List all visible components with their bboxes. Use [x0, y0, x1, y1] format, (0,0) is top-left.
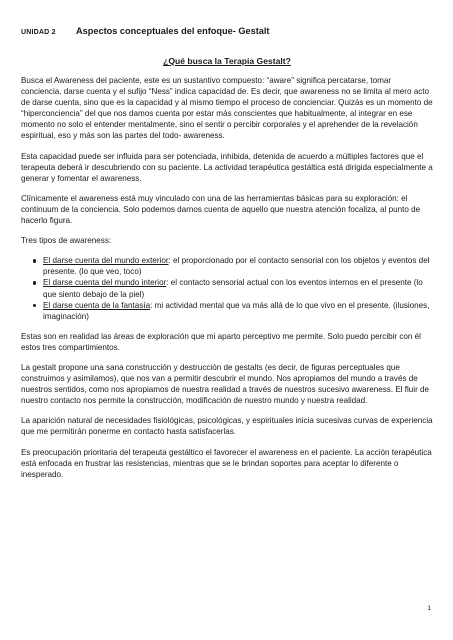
list-item — [43, 277, 433, 299]
list-item-description: : el proporcionado por el contacto sensorial con los objetos y eventos del presente. (lo que veo, toco) — [43, 256, 430, 277]
paragraph-needs-experience: La aparición natural de necesidades fisiológicas, psicológicas, y espirituales inicia sucesivas curvas de experiencia que me permitirán ponerme en contacto hasta satisfacerlas. — [21, 416, 433, 437]
list-item-term: El darse cuenta de la fantasía — [43, 300, 151, 310]
list-item-term: El darse cuenta del mundo exterior — [43, 256, 169, 266]
section-heading: ¿Qué busca la Terapia Gestalt? — [163, 56, 291, 66]
document-header — [21, 26, 433, 36]
paragraph-clinical-continuum: Clínicamente el awareness está muy vinculado con una de las herramientas básicas para su exploración: el continuum de la conciencia. Solo podemos darnos cuenta de aquello que nuestra atención focaliza, al punto de hacerlo figura. — [21, 193, 421, 226]
bullet-dot-icon — [33, 259, 36, 262]
bullet-dot-icon — [33, 281, 36, 284]
list-item-description: : mi actividad mental que va más allá de lo que vivo en el presente. (ilusiones, imaginación) — [43, 300, 430, 321]
page-number: 1 — [427, 605, 431, 612]
paragraph-awareness-capacity: Esta capacidad puede ser influida para ser potenciada, inhibida, detenida de acuerdo a múltiples factores que el terapeuta deberá ir descubriendo con su paciente. La actividad terapéutica gestáltica está dirigida especialmente a generar y fomentar el awareness. — [21, 151, 433, 183]
awareness-types-list — [21, 255, 433, 322]
paragraph-types-intro: Tres tipos de awareness: — [21, 236, 112, 246]
paragraph-exploration-areas: Estas son en realidad las áreas de exploración que mi aparto perceptivo me permite. Solo puedo percibir con él estos tres compartimientos. — [21, 331, 421, 352]
list-item — [43, 255, 433, 277]
list-item-description: : el contacto sensorial actual con los eventos internos en el presente (lo que siento debajo de la piel) — [43, 278, 423, 299]
paragraph-awareness-definition: Busca el Awareness del paciente, este es un sustantivo compuesto: “aware” significa percatarse, tomar conciencia, darse cuenta y el sufijo “Ness” indica capacidad de. Es decir, que awareness no se limita al mero acto de darse cuenta, sino que es la capacidad y al mismo tiempo el proceso de concienciar. Quizás es un momento de “hiperconciencia” del que nos damos cuenta por estar más conscientes que habitualmente, al integrar en ese momento no solo el entender mentalmente, sino el sentir o percibir corporales y el aprehender de la revelación espiritual, eso y más son las partes del todo- awareness. — [21, 76, 433, 141]
paragraph-gestalt-construction: La gestalt propone una sana construcción y destrucción de gestalts (es decir, de figuras perceptuales que construimos y asimilamos), que nos van a permitir descubrir el mundo. Nos apropiamos del mundo a través de nuestros sentidos, como nos apropiamos de nuestra realidad a través de nuestros sucesivo awareness. El fluir de nuestro contacto nos permite la construcción, modificación de nuestro mundo y nuestra realidad. — [21, 362, 430, 406]
document-title: Aspectos conceptuales del enfoque- Gestalt — [76, 26, 270, 36]
unit-label: UNIDAD 2 — [21, 29, 56, 36]
paragraph-therapist-priority: Es preocupación prioritaria del terapeuta gestáltico el favorecer el awareness en el paciente. La acción terapéutica está enfocada en frustrar las resistencias, mientras que se le brindan soportes para aceptar lo diferente o inesperado. — [21, 447, 432, 479]
list-item — [43, 300, 433, 322]
list-item-term: El darse cuenta del mundo interior — [43, 278, 167, 288]
bullet-dot-icon — [33, 304, 36, 307]
